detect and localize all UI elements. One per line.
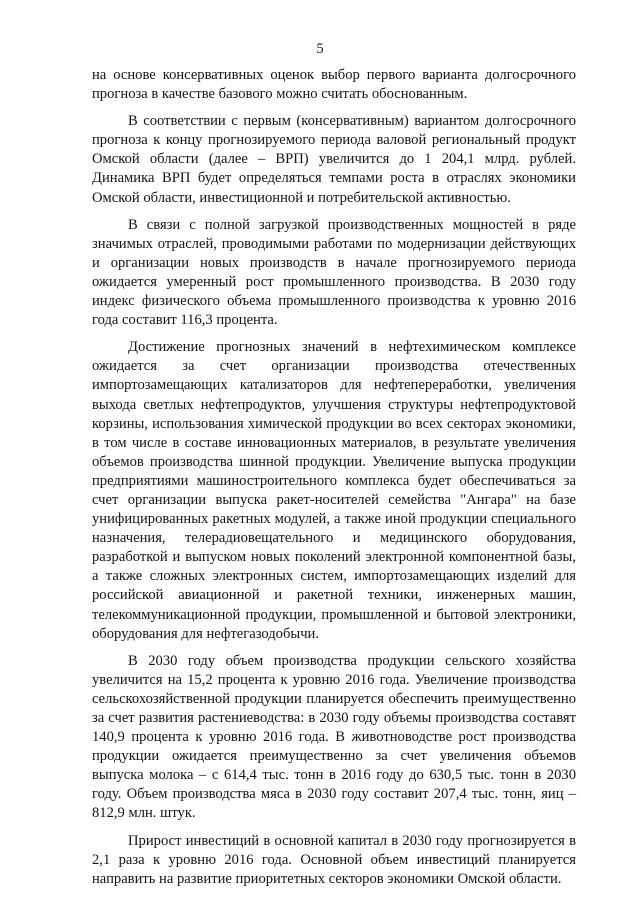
page-number: 5 [316,41,324,57]
paragraph-industrial-production: В связи с полной загрузкой производственных мощностей в ряде значимых отраслей, проводимыми работами по модернизации действующих и организации новых производств в начале прогнозируемого периода ожидается умеренный рост промышленного производства. В 2030 году индекс физического объема промышленного производства к уровню 2016 года составит 116,3 процента. [92,216,576,329]
paragraph-grp-forecast: В соответствии с первым (консервативным) вариантом долгосрочного прогноза к концу прогнозируемого периода валовой региональный продукт Омской области (далее – ВРП) увеличится до 1 204,1 млрд. рублей. Динамика ВРП будет определяться темпами роста в отраслях экономики Омской области, инвестиционной и потребительской активностью. [92,113,576,206]
paragraph-petrochemical-complex: Достижение прогнозных значений в нефтехимическом комплексе ожидается за счет организации производства отечественных импортозамещающих катализаторов для нефтепереработки, увеличения выхода светлых нефтепродуктов, улучшения структуры нефтепродуктовой корзины, использования химической продукции во всех секторах экономики, в том числе в составе инновационных материалов, в результате увеличения объемов производства шинной продукции. Увеличение выпуска продукции предприятиями машиностроительного комплекса будет обеспечиваться за счет организации выпуска ракет-носителей семейства "Ангара" на базе унифицированных ракетных модулей, а также иной продукции специального назначения, телерадиовещательного и медицинского оборудования, разработкой и выпуском новых поколений электронной компонентной базы, а также сложных электронных систем, импортозамещающих изделий для российской авиационной и ракетной техники, инженерных машин, телекоммуникационной продукции, промышленной и бытовой электроники, оборудования для нефтегазодобычи. [92,339,576,642]
paragraph-continuation: на основе консервативных оценок выбор первого варианта долгосрочного прогноза в качестве базового можно считать обоснованным. [92,67,576,103]
paragraph-investment: Прирост инвестиций в основной капитал в 2030 году прогнозируется в 2,1 раза к уровню 2016 года. Основной объем инвестиций планируется направить на развитие приоритетных секторов экономики Омской области. [92,832,576,887]
paragraph-agriculture: В 2030 году объем производства продукции сельского хозяйства увеличится на 15,2 процента к уровню 2016 года. Увеличение производства сельскохозяйственной продукции планируется обеспечить преимущественно за счет развития растениеводства: в 2030 году объемы производства составят 140,9 процента к уровню 2016 года. В животноводстве рост производства продукции ожидается преимущественно за счет увеличения объемов выпуска молока – с 614,4 тыс. тонн в 2016 году до 630,5 тыс. тонн в 2030 году. Объем производства мяса в 2030 году составит 207,4 тыс. тонн, яиц – 812,9 млн. штук. [92,652,576,822]
document-body [92,66,576,889]
